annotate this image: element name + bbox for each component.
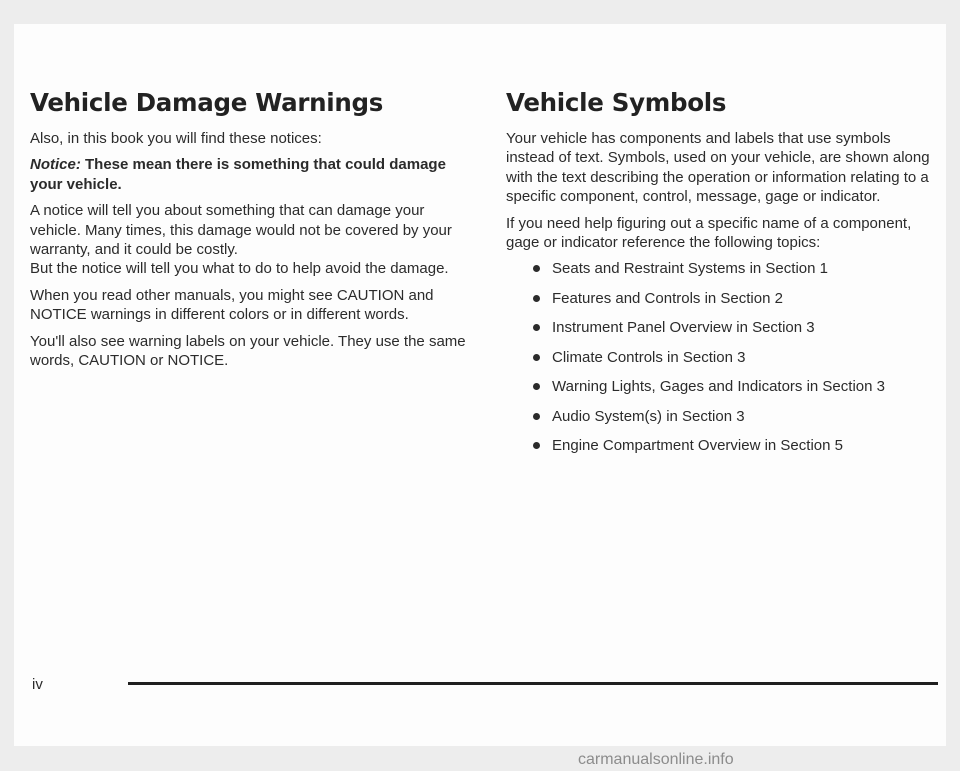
symbols-help-paragraph: If you need help figuring out a specific name of a component, gage or indicator reference the following topics:: [506, 214, 912, 252]
topic-label: Instrument Panel Overview in Section 3: [552, 319, 815, 337]
other-manuals-paragraph: When you read other manuals, you might see CAUTION and NOTICE warnings in different colors or in different words.: [30, 286, 434, 324]
topic-label: Audio System(s) in Section 3: [552, 407, 745, 425]
bullet-icon: [533, 442, 540, 449]
bullet-icon: [533, 383, 540, 390]
notice-paragraph: [30, 155, 470, 194]
warning-labels-paragraph: You'll also see warning labels on your vehicle. They use the same words, CAUTION or NOTICE.: [30, 332, 466, 370]
notice-explanation-text: A notice will tell you about something that can damage your vehicle. Many times, this damage would not be covered by your warranty, and it could be costly.: [30, 202, 452, 259]
topic-label: Engine Compartment Overview in Section 5: [552, 437, 843, 455]
topic-label: Features and Controls in Section 2: [552, 289, 783, 307]
notice-text: These mean there is something that could damage your vehicle.: [30, 156, 446, 193]
manual-page: [14, 24, 946, 746]
bullet-icon: [533, 354, 540, 361]
topic-label: Warning Lights, Gages and Indicators in Section 3: [552, 378, 885, 396]
list-item: [532, 407, 936, 426]
watermark-link[interactable]: carmanualsonline.info: [578, 751, 734, 768]
footer-divider: [128, 682, 938, 685]
notice-label: Notice:: [30, 156, 81, 174]
list-item: [532, 377, 936, 396]
topic-label: Seats and Restraint Systems in Section 1: [552, 260, 828, 278]
list-item: [532, 318, 936, 337]
section-heading-vehicle-damage-warnings: Vehicle Damage Warnings: [30, 88, 384, 117]
topic-label: Climate Controls in Section 3: [552, 348, 746, 366]
symbols-intro-paragraph: Your vehicle has components and labels that use symbols instead of text. Symbols, used on your vehicle, are shown along with the text describing the operation or information relating to a specific component, control, message, gage or indicator.: [506, 130, 930, 206]
bullet-icon: [533, 295, 540, 302]
list-item: [532, 259, 936, 278]
topics-list: [506, 259, 936, 455]
bullet-icon: [533, 413, 540, 420]
notice-explanation-text-2: But the notice will tell you what to do to help avoid the damage.: [30, 260, 449, 278]
bullet-icon: [533, 265, 540, 272]
right-column: [506, 88, 936, 466]
list-item: [532, 436, 936, 455]
notice-explanation-paragraph: [30, 201, 470, 279]
list-item: [532, 289, 936, 308]
section-heading-vehicle-symbols: Vehicle Symbols: [506, 88, 727, 117]
left-column: [30, 88, 470, 377]
intro-paragraph: Also, in this book you will find these notices:: [30, 130, 322, 147]
bullet-icon: [533, 324, 540, 331]
page-number: iv: [32, 676, 43, 693]
list-item: [532, 348, 936, 367]
